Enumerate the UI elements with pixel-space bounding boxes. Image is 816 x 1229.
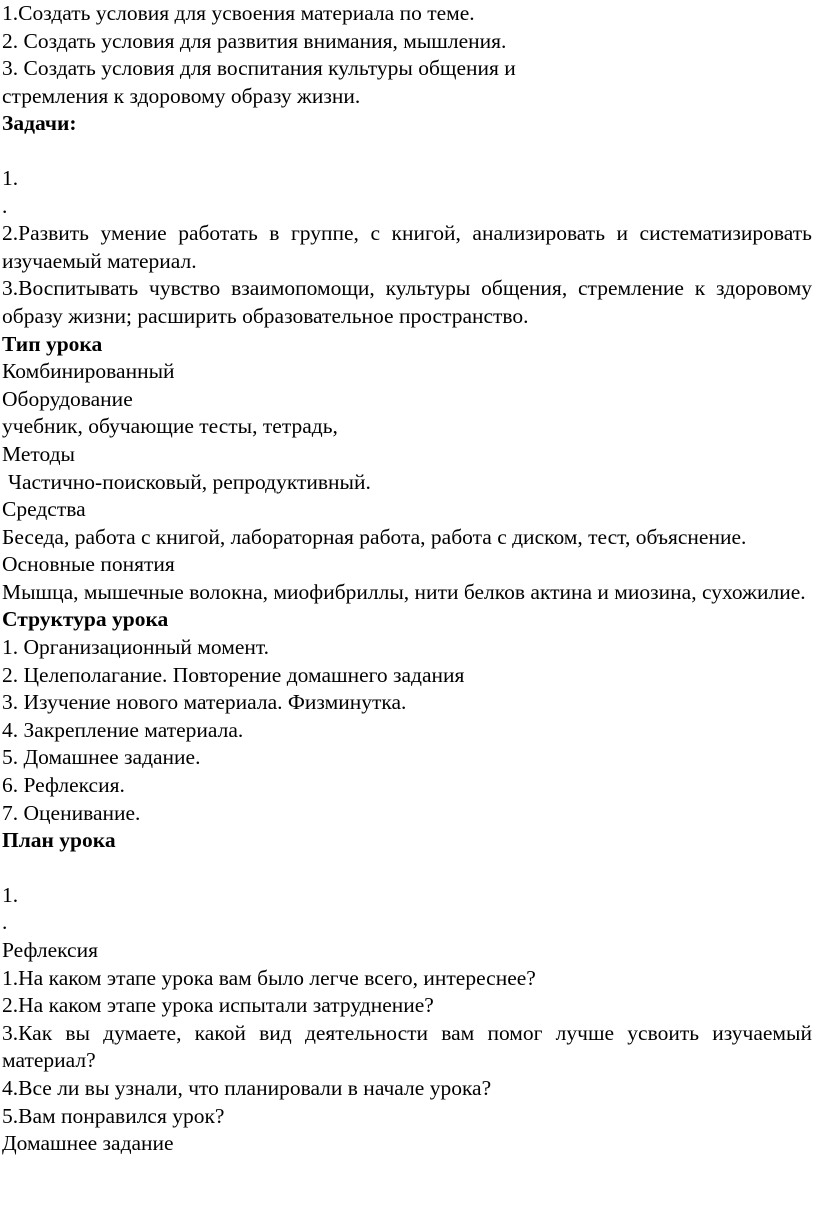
lesson-type-value: Комбинированный (2, 359, 175, 384)
structure-item: 2. Целеполагание. Повторение домашнего задания (2, 662, 465, 687)
goals-list (2, 0, 812, 110)
goal-item: 2. Создать условия для развития внимания, мышления. (2, 28, 507, 53)
structure-list (2, 634, 812, 827)
reflection-question-3: 3.Как вы думаете, какой вид деятельности вам помог лучше усвоить изучаемый материал? (2, 1020, 812, 1073)
structure-item: 7. Оценивание. (2, 800, 141, 825)
task-item-1-dot: . (2, 193, 8, 218)
tasks-heading: Задачи: (2, 111, 77, 136)
task-item-3: 3.Воспитывать чувство взаимопомощи, культуры общения, стремление к здоровому образу жизни; расширить образовательное пространство. (2, 276, 812, 328)
plan-item-1-dot: . (2, 910, 8, 935)
methods-value: Частично-поисковый, репродуктивный. (8, 469, 371, 494)
structure-item: 1. Организационный момент. (2, 635, 270, 660)
methods-label: Методы (2, 441, 76, 466)
means-label: Средства (2, 497, 86, 522)
structure-heading: Структура урока (2, 607, 169, 632)
reflection-question-2: 2.На каком этапе урока испытали затруднение? (2, 993, 434, 1018)
reflection-label: Рефлексия (2, 938, 98, 962)
spacer (2, 855, 812, 882)
lesson-type-heading: Тип урока (2, 331, 103, 356)
task-item-1-number: 1. (2, 165, 19, 190)
structure-item: 4. Закрепление материала. (2, 717, 244, 742)
concepts-value: Мышца, мышечные волокна, миофибриллы, нити белков актина и миозина, сухожилие. (2, 579, 806, 604)
reflection-question-1: 1.На каком этапе урока вам было легче всего, интереснее? (2, 965, 536, 990)
goal-item: 3. Создать условия для воспитания культуры общения и (2, 56, 516, 81)
equipment-value: учебник, обучающие тесты, тетрадь, (2, 414, 338, 439)
reflection-question-4: 4.Все ли вы узнали, что планировали в начале урока? (2, 1075, 492, 1100)
goal-item: 1.Создать условия для усвоения материала по теме. (2, 1, 475, 25)
concepts-label: Основные понятия (2, 552, 175, 577)
goal-item: стремления к здоровому образу жизни. (2, 83, 361, 108)
structure-item: 5. Домашнее задание. (2, 745, 201, 770)
reflection-question-5: 5.Вам понравился урок? (2, 1103, 225, 1128)
structure-item: 3. Изучение нового материала. Физминутка. (2, 690, 407, 715)
spacer (2, 138, 812, 165)
plan-heading: План урока (2, 828, 116, 853)
equipment-label: Оборудование (2, 386, 133, 411)
structure-item: 6. Рефлексия. (2, 773, 125, 798)
plan-item-1-number: 1. (2, 882, 19, 907)
homework-label: Домашнее задание (2, 1131, 174, 1156)
task-item-2: 2.Развить умение работать в группе, с книгой, анализировать и систематизировать изучаемый материал. (2, 221, 812, 273)
means-value: Беседа, работа с книгой, лабораторная работа, работа с диском, тест, объяснение. (2, 524, 747, 549)
